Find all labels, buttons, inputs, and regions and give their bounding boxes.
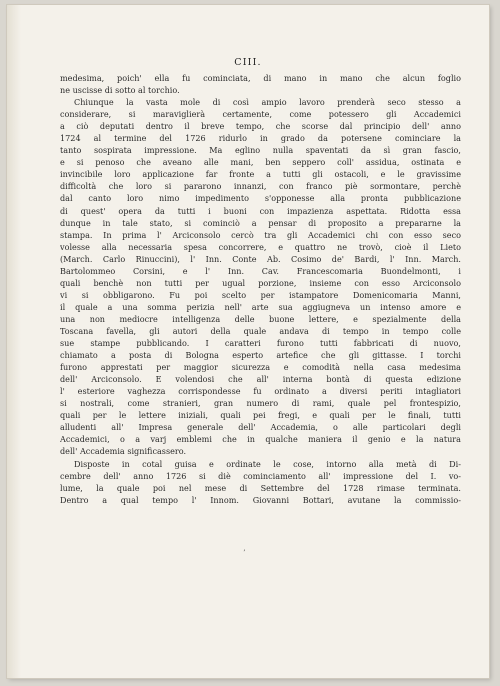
text-line: Chiunque la vasta mole di così ampio lavoro prenderà seco stesso a — [74, 97, 461, 108]
text-line: una non mediocre intelligenza delle buone lettere, e spezialmente della — [60, 313, 461, 324]
text-line: Dentro a qual tempo l' Innom. Giovanni Bottari, avutane la commissio- — [60, 494, 461, 505]
text-line: difficoltà che loro si pararono innanzi, con franco piè sormontare, perchè — [60, 181, 461, 192]
text-line: stampa. In prima l' Arciconsolo cercò tra gli Accademici chi con esso seco — [60, 229, 461, 240]
stray-ink-mark: ʼ — [243, 549, 246, 557]
text-line: dell' Arciconsolo. E volendosi che all' interna bontà di questa edizione — [60, 374, 461, 385]
text-line: di quest' opera da tutti i buoni con impazienza aspettata. Ridotta essa — [60, 205, 461, 216]
text-line: (March. Carlo Rinuccini), l' Inn. Conte Ab. Cosimo de' Bardi, l' Inn. March. — [60, 253, 461, 264]
text-line: Toscana favella, gli autori della quale andava di tempo in tempo colle — [60, 325, 461, 336]
text-line: quali benchè non tutti per ugual porzione, insieme con esso Arciconsolo — [60, 277, 461, 288]
text-line: alludenti all' Impresa generale dell' Accademia, o alle particolari degli — [60, 422, 461, 433]
page-body — [60, 72, 461, 506]
text-line: e si penoso che aveano alle mani, ben seppero coll' assidua, ostinata e — [60, 157, 461, 168]
text-line: l' esteriore vaghezza corrispondesse fu ordinato a diversi periti intagliatori — [60, 386, 461, 397]
text-line: chiamato a posta di Bologna esperto artefice che gli gittasse. I torchi — [60, 350, 461, 361]
text-line: considerare, si maraviglierà certamente, come potessero gli Accademici — [60, 109, 461, 120]
paragraph-2 — [60, 96, 461, 457]
text-line: Accademici, o a varj emblemi che in qualche maniera il genio e la natura — [60, 434, 461, 445]
paragraph-3 — [60, 458, 461, 506]
text-line: Bartolommeo Corsini, e l' Inn. Cav. Francescomaria Buondelmonti, i — [60, 265, 461, 276]
text-line: volesse alla necessaria spesa concorrere, e quattro ne trovò, cioè il Lieto — [60, 241, 461, 252]
text-line: tanto sospirata impressione. Ma eglino nulla spaventati da sì gran fascio, — [60, 145, 461, 156]
page-number: CIII. — [234, 57, 262, 68]
text-line: invincibile loro applicazione far fronte a tutti gli ostacoli, e le gravissime — [60, 169, 461, 180]
text-line: lume, la quale poi nel mese di Settembre del 1728 rimase terminata. — [60, 482, 461, 493]
text-line: furono apprestati per maggior sicurezza e comodità nella casa medesima — [60, 362, 461, 373]
text-line: dunque in tale stato, si cominciò a pensar di proposito a prepararne la — [60, 217, 461, 228]
text-line: vi si obbligarono. Fu poi scelto per istampatore Domenicomaria Manni, — [60, 289, 461, 300]
text-line: medesima, poich' ella fu cominciata, di mano in mano che alcun foglio — [60, 73, 461, 83]
text-line: Disposte in cotal guisa e ordinate le cose, intorno alla metà di Di- — [74, 458, 461, 469]
text-line: a ciò deputati dentro il breve tempo, che scorse dal principio dell' anno — [60, 121, 461, 132]
text-line: 1724 al termine del 1726 ridurlo in grado da potersene cominciare la — [60, 133, 461, 144]
text-line: quali per le lettere iniziali, quali pei fregi, e quali per le finali, tutti — [60, 410, 461, 421]
text-line: ne uscisse di sotto al torchio. — [60, 85, 180, 96]
paragraph-1 — [60, 72, 461, 96]
text-line: dell' Accademia significassero. — [60, 446, 187, 457]
text-line: sue stampe pubblicando. I caratteri furono tutti fabbricati di nuovo, — [60, 338, 461, 349]
text-line: si nostrali, come stranieri, gran numero di rami, quale pel frontespizio, — [60, 398, 461, 409]
text-line: dal canto loro nimo impedimento s'opponesse alla pronta pubblicazione — [60, 193, 461, 204]
text-line: il quale a una somma perizia nell' arte sua aggiugneva un intenso amore e — [60, 301, 461, 312]
text-line: cembre dell' anno 1726 si diè cominciamento all' impressione del I. vo- — [60, 470, 461, 481]
book-page — [7, 5, 489, 678]
